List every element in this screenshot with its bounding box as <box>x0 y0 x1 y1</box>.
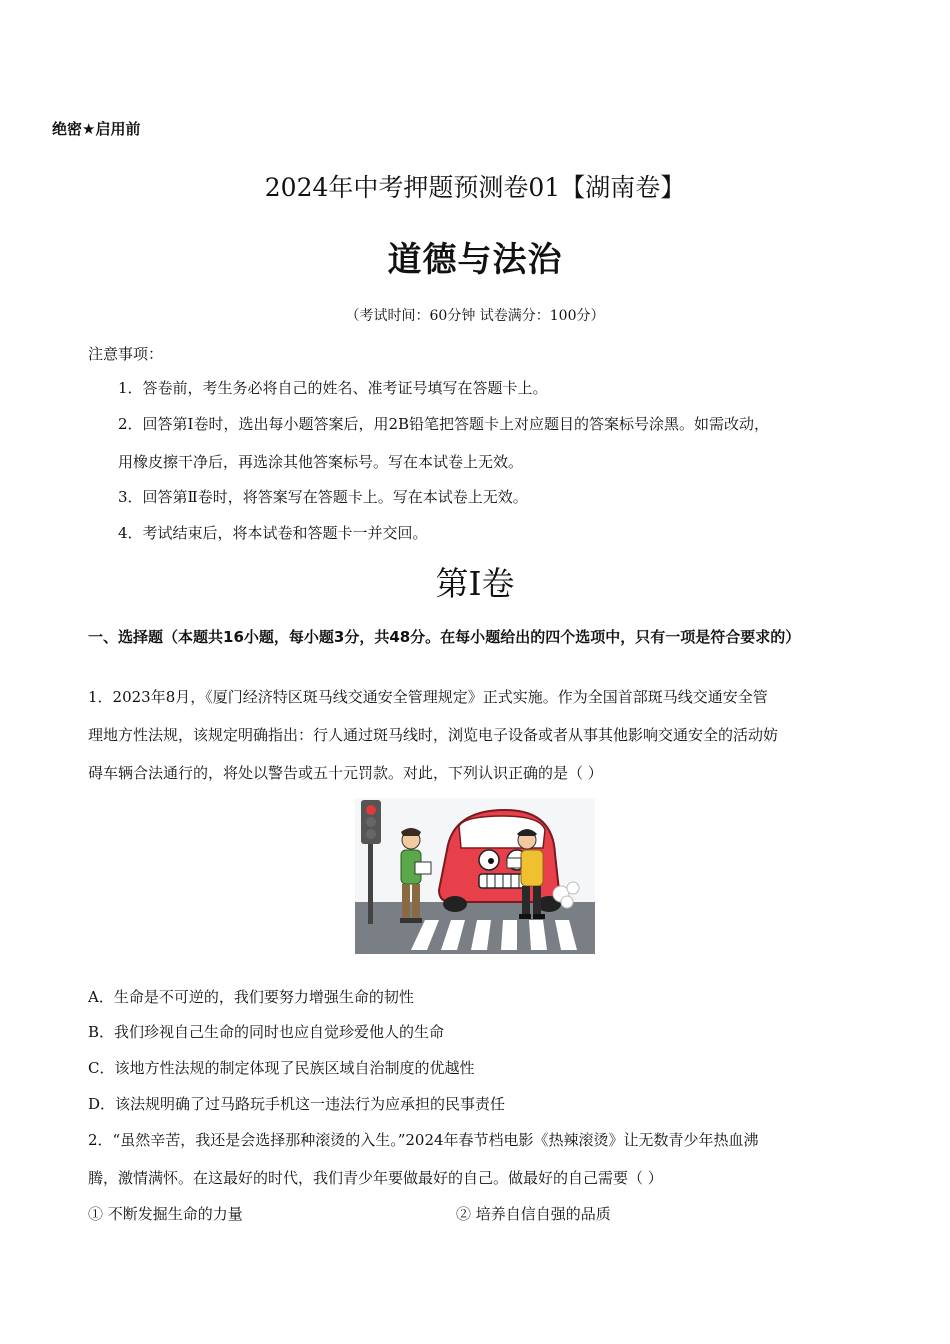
question-1-option-a: A．生命是不可逆的，我们要努力增强生命的韧性 <box>88 988 414 1006</box>
notice-title: 注意事项： <box>88 345 164 363</box>
exam-info: （考试时间：60分钟 试卷满分：100分） <box>345 308 605 324</box>
notice-item-4: 4．考试结束后，将本试卷和答题卡一并交回。 <box>118 524 428 542</box>
question-1-option-b: B．我们珍视自己生命的同时也应自觉珍爱他人的生命 <box>88 1023 445 1041</box>
question-2-choice-1: ① 不断发掘生命的力量 <box>88 1205 243 1223</box>
section-title: 一、选择题（本题共16小题，每小题3分，共48分。在每小题给出的四个选项中，只有一项是符合要求的） <box>88 628 801 646</box>
volume-title: 第Ⅰ卷 <box>435 564 515 603</box>
notice-item-1: 1．答卷前，考生务必将自己的姓名、准考证号填写在答题卡上。 <box>118 379 548 397</box>
question-1-line-1: 1．2023年8月，《厦门经济特区斑马线交通安全管理规定》正式实施。作为全国首部斑马线交通安全管 <box>88 688 768 706</box>
question-1-option-c: C．该地方性法规的制定体现了民族区域自治制度的优越性 <box>88 1059 475 1077</box>
question-2-line-1: 2．“虽然辛苦，我还是会选择那种滚烫的入生。”2024年春节档电影《热辣滚烫》让无数青少年热血沸 <box>88 1131 759 1149</box>
question-1-line-3: 碍车辆合法通行的，将处以警告或五十元罚款。对此，下列认识正确的是（ ） <box>88 764 603 782</box>
notice-item-2: 2．回答第Ⅰ卷时，选出每小题答案后，用2B铅笔把答题卡上对应题目的答案标号涂黑。如需改动， <box>118 415 770 433</box>
subject-title: 道德与法治 <box>387 240 563 280</box>
crosswalk-illustration <box>355 798 595 954</box>
notice-item-2-cont: 用橡皮擦干净后，再选涂其他答案标号。写在本试卷上无效。 <box>118 453 524 471</box>
question-1-option-d: D．该法规明确了过马路玩手机这一违法行为应承担的民事责任 <box>88 1095 506 1113</box>
question-1-line-2: 理地方性法规，该规定明确指出：行人通过斑马线时，浏览电子设备或者从事其他影响交通安全的活动妨 <box>88 726 779 744</box>
question-2-line-2: 腾，激情满怀。在这最好的时代，我们青少年要做最好的自己。做最好的自己需要（ ） <box>88 1169 663 1187</box>
notice-item-3: 3．回答第Ⅱ卷时，将答案写在答题卡上。写在本试卷上无效。 <box>118 488 528 506</box>
secret-mark: 绝密★启用前 <box>52 120 141 138</box>
question-2-choice-2: ② 培养自信自强的品质 <box>456 1205 611 1223</box>
exam-title: 2024年中考押题预测卷01【湖南卷】 <box>264 173 686 202</box>
